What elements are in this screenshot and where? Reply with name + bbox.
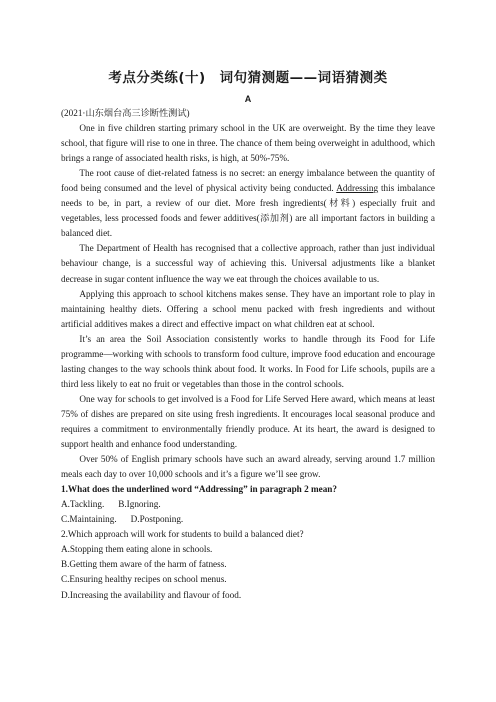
paragraph-7: Over 50% of English primary schools have such an award already, serving around 1.7 million meals each day to over 10,000 schools and it’s a figure we’ll see grow. [61, 454, 435, 480]
question-1-options-row-2 [61, 512, 435, 527]
paragraph-3: The Department of Health has recognised that a collective approach, rather than just individual behaviour change, is a successful way of achieving this. Universal adjustments like a blanket decrease in sugar content influence the way we eat through the choices available to us. [61, 243, 435, 284]
passage [61, 106, 435, 603]
question-1-stem: 1.What does the underlined word “Addressing” in paragraph 2 mean? [61, 484, 338, 495]
paragraph-2-text-b: this imbalance needs to be, in part, a review of our diet. More fresh ingredients(材料) especially fruit and vegetables, less processed foods and fewer additives(添加剂) are all important factors in building a balanced diet. [61, 183, 435, 239]
question-1-option-b: B.Ignoring. [118, 499, 161, 510]
source-line: (2021·山东烟台高三诊断性测试) [61, 108, 190, 118]
question-1-options-row-1 [61, 497, 435, 512]
section-label: A [244, 94, 252, 104]
question-2-option-b: B.Getting them aware of the harm of fatness. [61, 559, 227, 570]
paragraph-2 [61, 166, 435, 241]
question-1-option-a: A.Tackling. [61, 499, 105, 510]
question-2-option-c: C.Ensuring healthy recipes on school menus. [61, 574, 227, 585]
question-2-option-d: D.Increasing the availability and flavour of food. [61, 589, 242, 600]
page-title: 考点分类练(十) 词句猜测题——词语猜测类 [108, 70, 388, 86]
question-2-stem: 2.Which approach will work for students to build a balanced diet? [61, 529, 304, 540]
question-2-option-a: A.Stopping them eating alone in schools. [61, 544, 213, 555]
paragraph-5: It’s an area the Soil Association consistently works to handle through its Food for Life programme—working with schools to transform food culture, improve food education and encourage lasting changes to the way schools think about food. It works. In Food for Life schools, pupils are a third less likely to eat no fruit or vegetables than those in the control schools. [61, 333, 435, 389]
paragraph-4: Applying this approach to school kitchens makes sense. They have an important role to play in maintaining healthy diets. Offering a school menu packed with fresh ingredients and without artificial additives makes a direct and effective impact on what children eat at school. [61, 288, 435, 329]
paragraph-6: One way for schools to get involved is a Food for Life Served Here award, which means at least 75% of dishes are prepared on site using fresh ingredients. It encourages local seasonal produce and requires a commitment to environmentally friendly produce. At its heart, the award is designed to support health and enhance food understanding. [61, 393, 435, 450]
question-1-option-c: C.Maintaining. [61, 514, 117, 525]
underlined-word: Addressing [336, 183, 379, 194]
question-1-option-d: D.Postponing. [130, 514, 184, 525]
paragraph-2-text-a: The root cause of diet-related fatness is no secret: an energy imbalance between the quantity of food being consumed and the level of physical activity being conducted. [61, 168, 435, 194]
paragraph-1: One in five children starting primary school in the UK are overweight. By the time they leave school, that figure will rise to one in three. The chance of them being overweight in adulthood, which brings a range of associated health risks, is high, at 50%-75%. [61, 123, 435, 164]
